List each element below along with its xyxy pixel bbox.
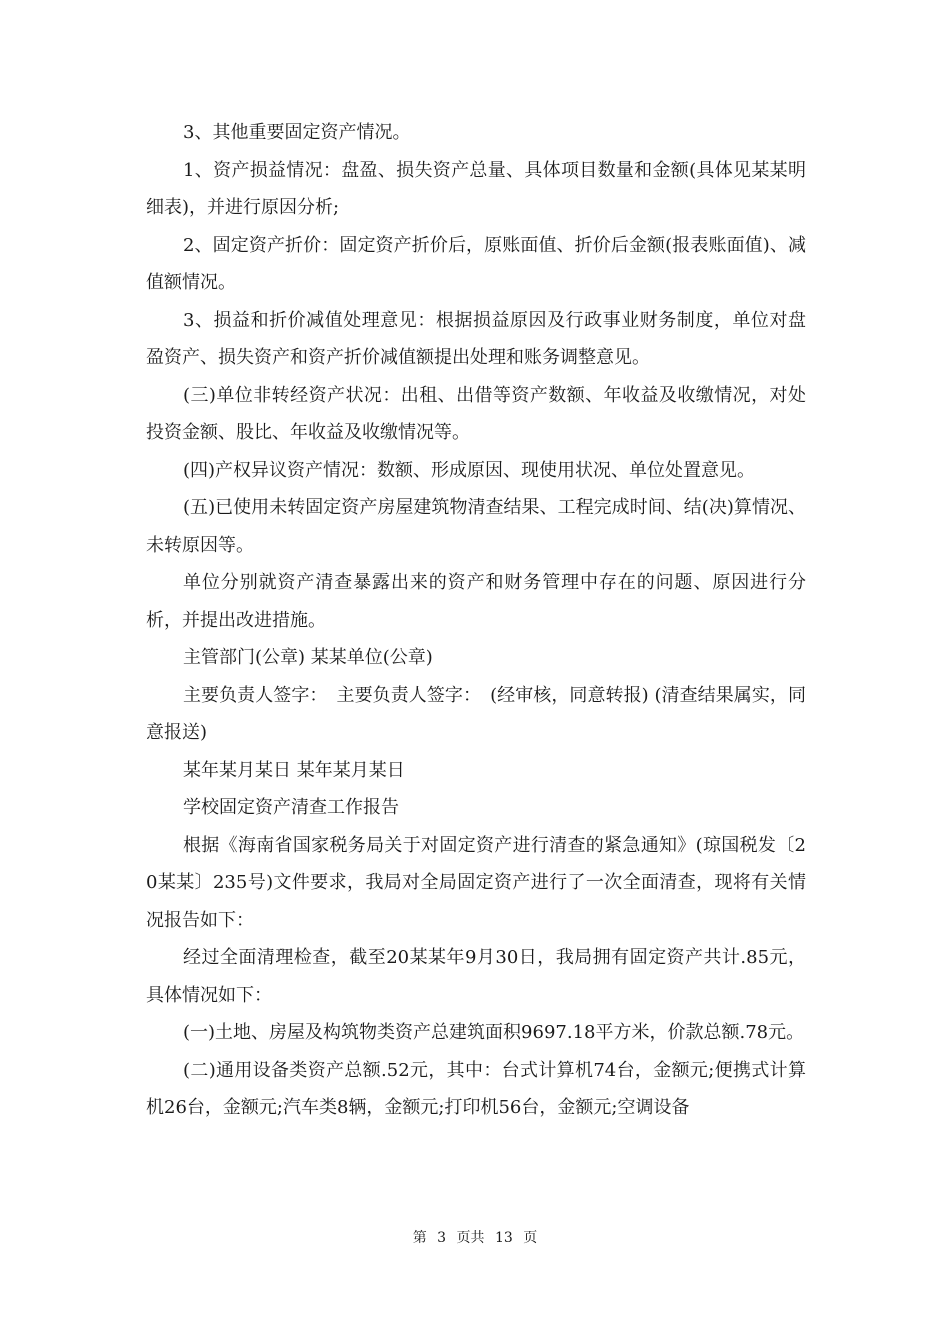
- footer-middle: 页共: [456, 1230, 485, 1246]
- paragraph: (二)通用设备类资产总额.52元，其中：台式计算机74台，金额元;便携式计算机26台，金额元;汽车类8辆，金额元;打印机56台，金额元;空调设备: [146, 1059, 806, 1118]
- section-title: 学校固定资产清查工作报告: [183, 797, 399, 818]
- paragraph: 主管部门(公章) 某某单位(公章): [183, 647, 433, 668]
- paragraph: 单位分别就资产清查暴露出来的资产和财务管理中存在的问题、原因进行分析，并提出改进措施。: [146, 572, 806, 631]
- paragraph: 3、其他重要固定资产情况。: [183, 122, 411, 143]
- paragraph: 1、资产损益情况：盘盈、损失资产总量、具体项目数量和金额(具体见某某明细表)，并进行原因分析;: [146, 159, 806, 218]
- paragraph: (四)产权异议资产情况：数额、形成原因、现使用状况、单位处置意见。: [183, 459, 756, 481]
- paragraph: 经过全面清理检查，截至20某某年9月30日，我局拥有固定资产共计.85元，具体情况如下：: [146, 947, 806, 1006]
- paragraph: 2、固定资产折价：固定资产折价后，原账面值、折价后金额(报表账面值)、减值额情况。: [146, 234, 806, 293]
- paragraph: (一)土地、房屋及构筑物类资产总建筑面积9697.18平方米，价款总额.78元。: [183, 1022, 805, 1043]
- footer-current-page: 3: [437, 1230, 447, 1246]
- paragraph: (三)单位非转经资产状况：出租、出借等资产数额、年收益及收缴情况，对处投资金额、股比、年收益及收缴情况等。: [146, 384, 806, 443]
- paragraph: 主要负责人签字： 主要负责人签字： (经审核，同意转报) (清查结果属实，同意报送): [146, 684, 806, 743]
- page-footer: [0, 1228, 950, 1248]
- paragraph: (五)已使用未转固定资产房屋建筑物清查结果、工程完成时间、结(决)算情况、未转原因等。: [146, 497, 806, 556]
- footer-total-pages: 13: [495, 1230, 513, 1246]
- paragraph: 某年某月某日 某年某月某日: [183, 759, 405, 781]
- footer-prefix: 第: [412, 1230, 427, 1246]
- document-body: [146, 114, 806, 1127]
- paragraph: 根据《海南省国家税务局关于对固定资产进行清查的紧急通知》(琼国税发〔20某某〕235号)文件要求，我局对全局固定资产进行了一次全面清查，现将有关情况报告如下：: [146, 834, 806, 931]
- paragraph: 3、损益和折价减值处理意见：根据损益原因及行政事业财务制度，单位对盘盈资产、损失资产和资产折价减值额提出处理和账务调整意见。: [146, 309, 806, 368]
- footer-suffix: 页: [523, 1230, 538, 1246]
